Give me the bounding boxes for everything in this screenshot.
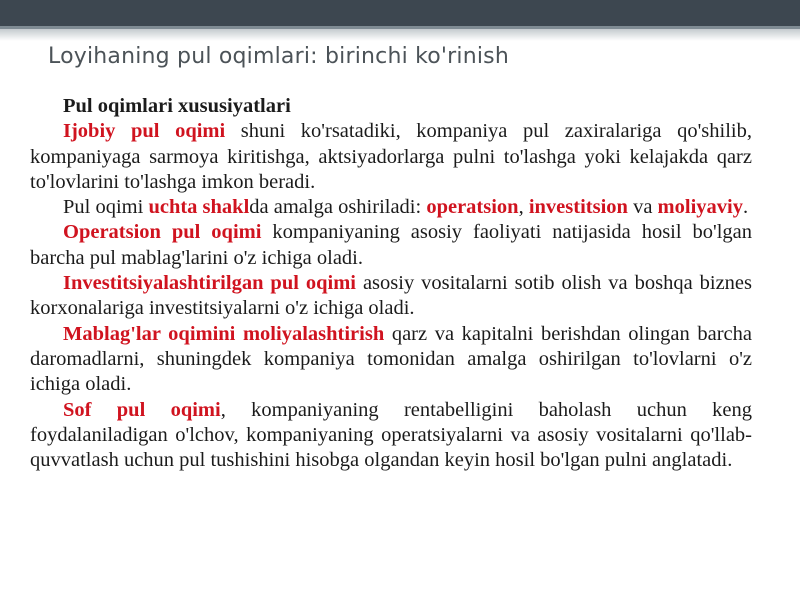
slide-title: Loyihaning pul oqimlari: birinchi ko'rinish xyxy=(48,44,509,69)
term-investment: investitsion xyxy=(528,196,628,219)
term-investment-cash-flow: Investitsiyalashtirilgan pul oqimi xyxy=(63,272,356,295)
term-operational: operatsion xyxy=(426,196,519,219)
paragraph-text: da amalga oshiriladi: xyxy=(249,196,427,219)
paragraph-operational-cash-flow xyxy=(30,220,752,271)
top-header-band xyxy=(0,0,800,26)
paragraph-text: asosiy vositalarni sotib olish va boshqa biznes korxonalariga investitsiyalarni o'z ichiga oladi. xyxy=(30,272,752,320)
paragraph-three-forms xyxy=(30,195,752,220)
term-positive-cash-flow: Ijobiy pul oqimi xyxy=(63,120,226,143)
term-three-forms: uchta shakl xyxy=(148,196,250,219)
paragraph-net-cash-flow xyxy=(30,398,752,474)
paragraph-text: qarz va kapitalni berishdan olingan barcha daromadlarni, shuningdek kompaniya tomonidan amalga oshirilgan to'lovlarni o'z ichiga oladi. xyxy=(30,322,752,396)
paragraph-text: , kompaniyaning rentabelligini baholash uchun keng foydalaniladigan o'lchov, kompaniyaning operatsiyalarni va asosiy vositalarni qo'llab-quvvatlash uchun pul tushishini hisobga olgandan keyin hosil bo'lgan pulni anglatadi. xyxy=(30,398,752,472)
paragraph-text: , xyxy=(518,196,529,219)
top-band-shadow xyxy=(0,29,800,41)
paragraph-text: shuni ko'rsatadiki, kompaniya pul zaxiralariga qo'shilib, kompaniyaga sarmoya kiritishga, aktsiyadorlarga pulni to'lashga yoki kelajakda qarz to'lovlarini to'lashga imkon beradi. xyxy=(30,120,752,193)
paragraph-investment-cash-flow xyxy=(30,271,752,322)
term-operational-cash-flow: Operatsion pul oqimi xyxy=(63,221,262,244)
slide-content xyxy=(30,94,752,473)
paragraph-positive-cash-flow xyxy=(30,119,752,195)
section-heading: Pul oqimlari xususiyatlari xyxy=(63,95,291,117)
term-financial: moliyaviy xyxy=(657,196,743,219)
term-net-cash-flow: Sof pul oqimi xyxy=(63,398,221,421)
paragraph-text: Pul oqimi xyxy=(63,196,149,219)
paragraph-text: va xyxy=(627,196,658,219)
paragraph-text: . xyxy=(742,196,749,219)
paragraph-text: kompaniyaning asosiy faoliyati natijasida hosil bo'lgan barcha pul mablag'larini o'z ichiga oladi. xyxy=(30,221,752,269)
term-financing-cash-flow: Mablag'lar oqimini moliyalashtirish xyxy=(63,322,385,345)
paragraph-financing-cash-flow xyxy=(30,322,752,398)
